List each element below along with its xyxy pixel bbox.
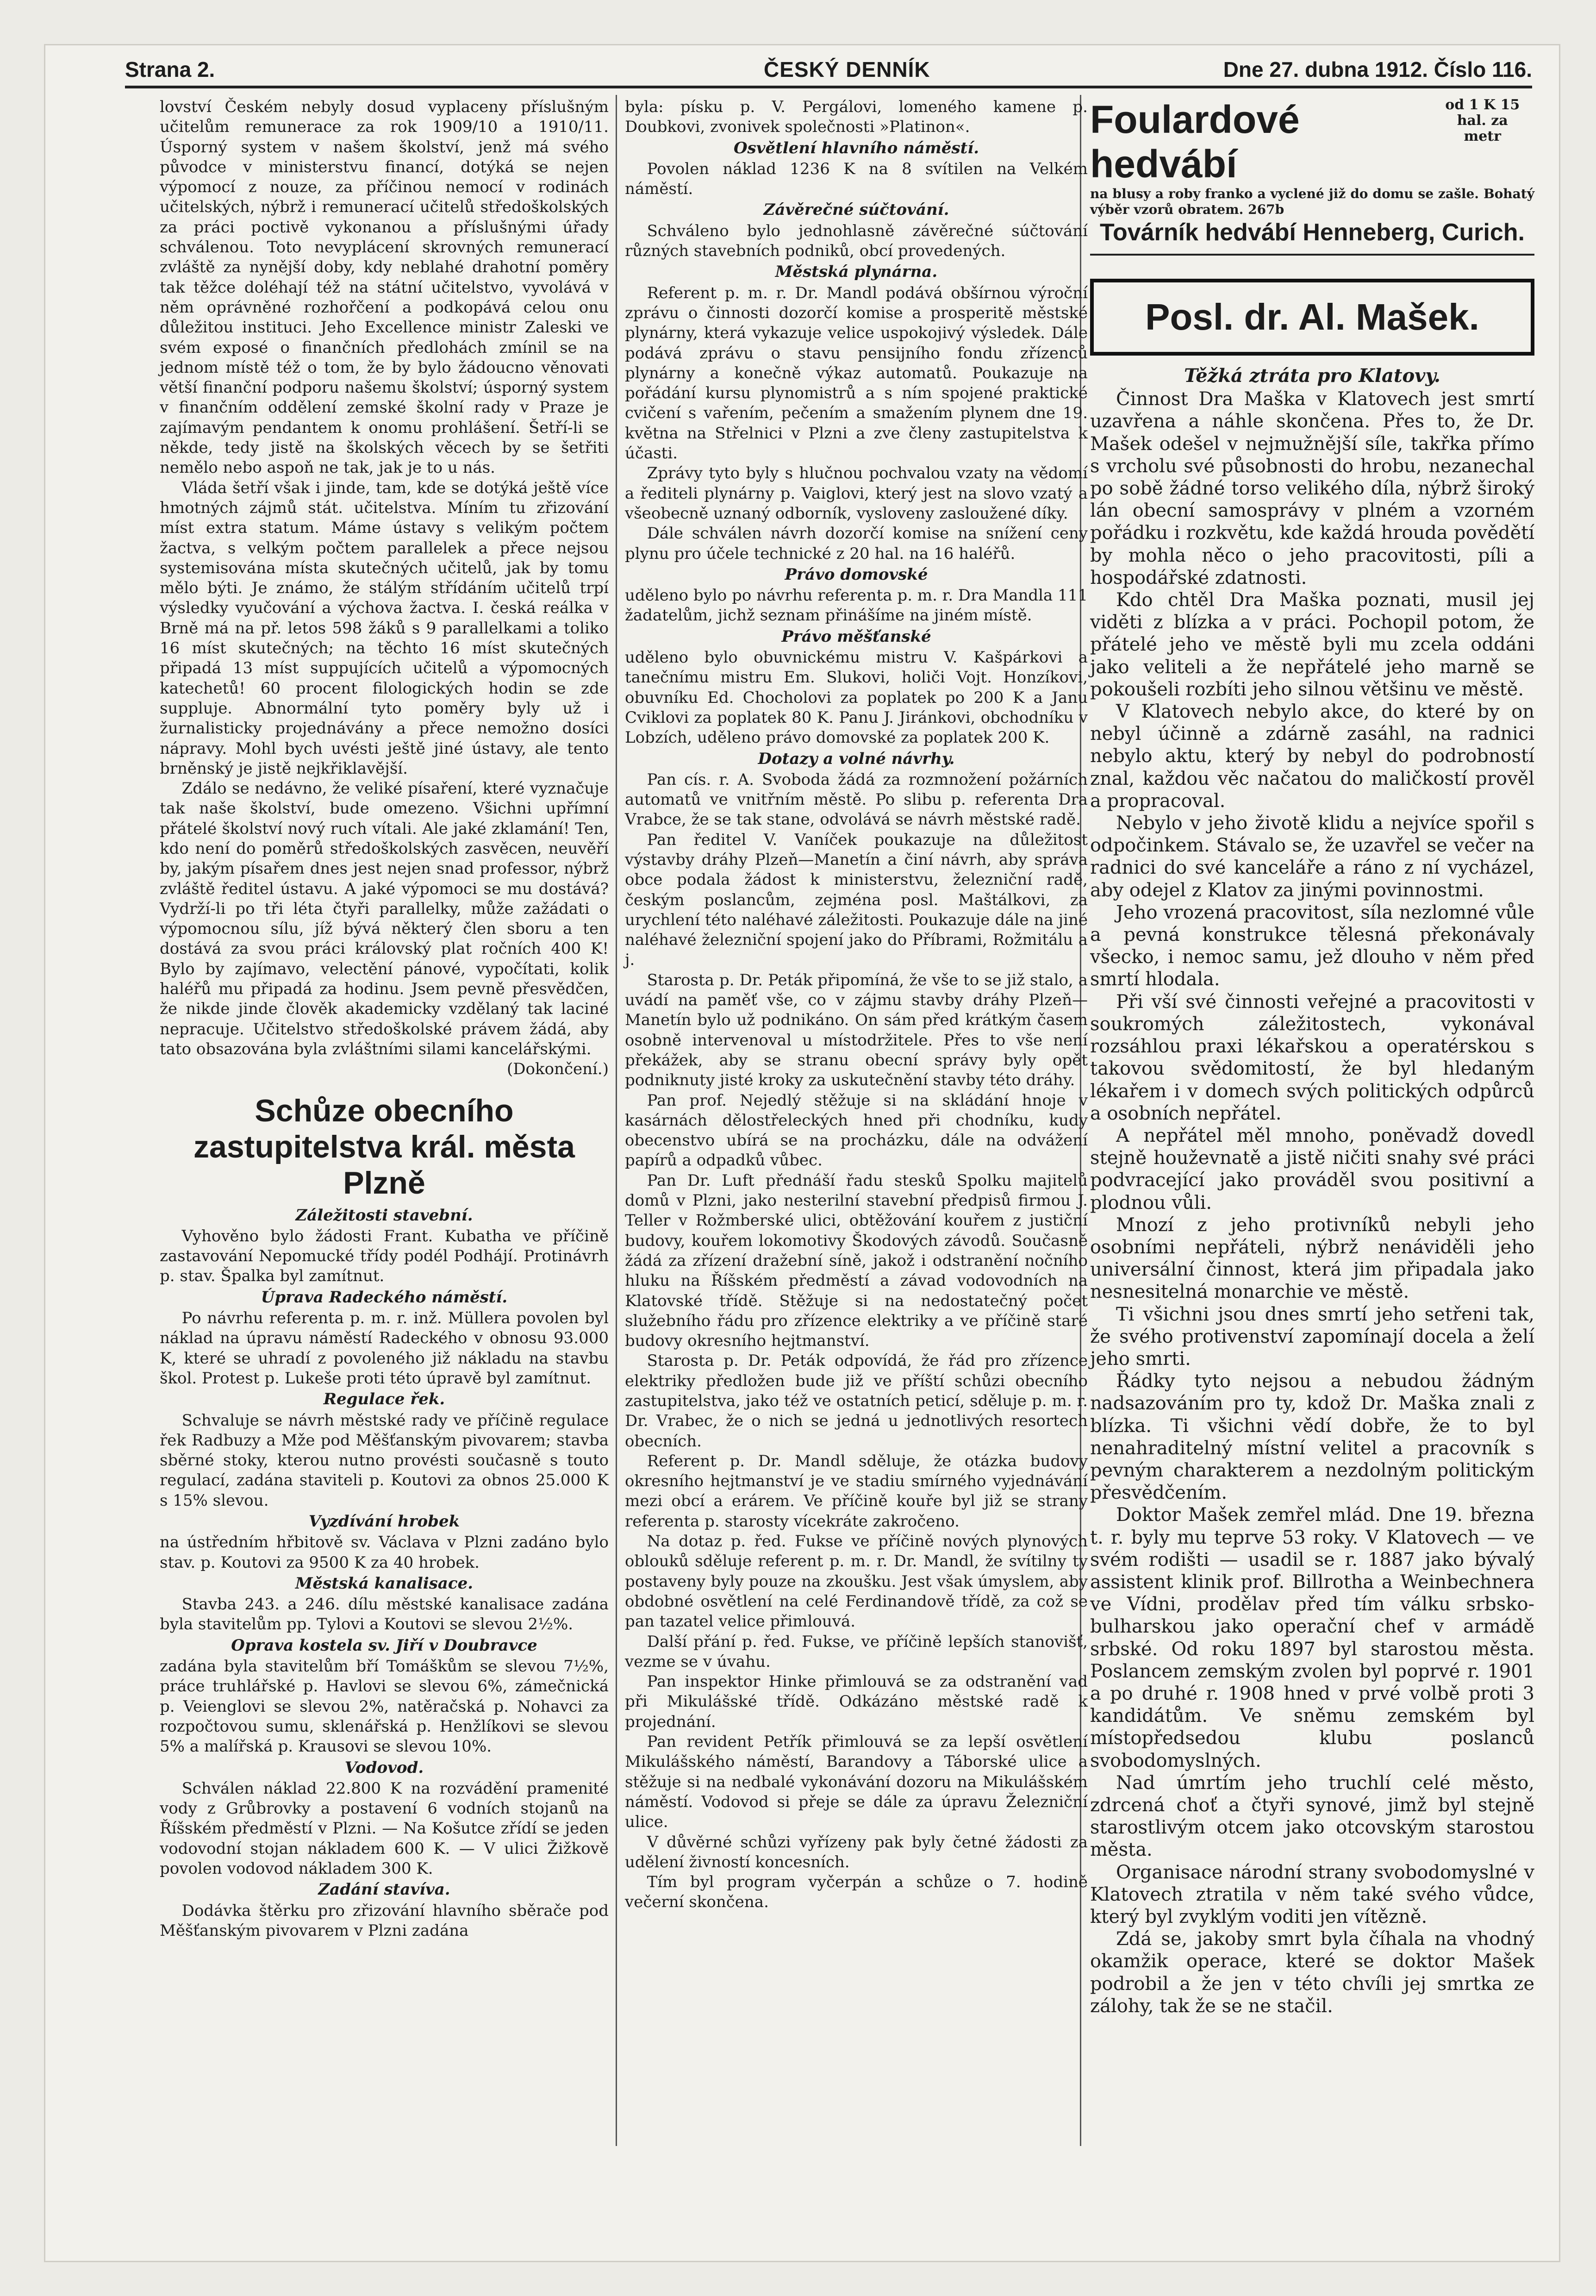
paragraph: Referent p. m. r. Dr. Mandl podává obšírnou výroční zprávu o činnosti dozorčí komise a prosperitě městské plynárny, která vykazuje velice uspokojivý výsledek. Dále podává zprávu o stavu pensijního fondu zřízenců plynárny a konečně výkaz automatů. Poukazuje na pořádání kursu plynomistrů a s ním spojené praktické cvičení s vařením, pečením a smažením plynem dne 19. května na Střelnici v Plzni a zve členy zastupitelstva k účasti. — [625, 283, 1088, 463]
column-3 — [1090, 97, 1534, 2017]
paragraph: Vyhověno bylo žádosti Frant. Kubatha ve příčině zastavování Nepomucké třídy podél Podhájí. Protinávrh p. stav. Špalka byl zamítnut. — [160, 1226, 609, 1286]
ad-firm: Továrník hedvábí Henneberg, Curich. — [1100, 219, 1525, 246]
paragraph: V důvěrné schůzi vyřízeny pak byly četné žádosti za udělení živností koncesních. — [625, 1833, 1088, 1871]
paragraph: Kdo chtěl Dra Maška poznati, musil jej viděti z blízka a v práci. Pochopil potom, že přátelé jeho ve městě byli mu zcela oddáni jako veliteli a že nepřátelé jeho marně se pokoušeli rozbíti jeho silnou většinu ve městě. — [1090, 589, 1534, 700]
section-heading: Právo měšťanské — [781, 627, 931, 646]
paragraph: Pan ředitel V. Vaníček poukazuje na důležitost výstavby dráhy Plzeň—Manetín a činí návrh, aby správa obce podala žádost k ministerstvu, železniční radě, českým poslancům, zejména posl. Maštálkovi, za urychlení této naléhavé záležitosti. Poukazuje dále na jiné naléhavé železniční spojení jako do Příbrami, Rožmitálu a j. — [625, 830, 1088, 970]
paragraph: Stavba 243. a 246. dílu městské kanalisace zadána byla stavitelům pp. Tylovi a Koutovi se slevou 2½%. — [160, 1595, 609, 1634]
paragraph: Schvaluje se návrh městské rady ve příčině regulace řek Radbuzy a Mže pod Měšťanským pivovarem; stavba sběrné stoky, kterou nutno provésti současně s touto regulací, zadána staviteli p. Koutovi za obnos 25.000 K s 15% slevou. — [160, 1411, 609, 1510]
section-heading: Úprava Radeckého náměstí. — [261, 1288, 508, 1307]
paragraph: Na dotaz p. řed. Fukse ve příčině nových plynových oblouků sděluje referent p. m. r. Dr. Mandl, že svítilny ty postaveny byly pouze na zkoušku. Jest však úmyslem, aby obdobné osvětlení na celé Ferdinandově třídě, za což se pan tazatel velice přimlouvá. — [625, 1532, 1088, 1631]
paragraph: Nebylo v jeho životě klidu a nejvíce spořil s odpočinkem. Stávalo se, že uzavřel se večer na radnici do své kanceláře a ráno z ní vycházel, aby odejel z Klatov za jinými povinnostmi. — [1090, 813, 1534, 901]
paragraph: Ti všichni jsou dnes smrtí jeho setřeni tak, že svého protivenství zapomínají docela a želí jeho smrti. — [1090, 1303, 1534, 1370]
paragraph: na ústředním hřbitově sv. Václava v Plzni zadáno bylo stav. p. Koutovi za 9500 K za 40 hrobek. — [160, 1533, 609, 1572]
paragraph: Dále schválen návrh dozorčí komise na snížení ceny plynu pro účele technické z 20 hal. na 16 haléřů. — [625, 524, 1088, 563]
paragraph: lovství Českém nebyly dosud vyplaceny příslušným učitelům remunerace za rok 1909/10 a 1910/11. Úsporný system v našem školství, jenž má svého původce v ministerstvu financí, dotýká se nejen výpomocí z nouze, za příčinou nemocí v rodinách učitelských, nýbrž i remunerací učitelů středoškolských za práci poctivě vykonanou a příslušnými úřady schválenou. Toto nevyplácení skrovných remunerací zvláště za nynější doby, kdy neblahé drahotní poměry tak těžce doléhají též na státní učitelstvo, vyvolává v něm oprávněné rozhořčení a podkopává celou onu důležitou instituci. Jeho Excellence ministr Zaleski ve svém exposé o finančních předlohách zmínil se na jednom místě též o tom, že by bylo žádoucno věnovati větší finanční podporu našemu školství; úsporný system v finančním oddělení zemské školní rady v Praze je zajímavým pendantem k onomu prohlášení. Šetří-li se někde, tedy jistě na školských věcech by se šetřiti nemělo nebo aspoň ne tak, jak je to u nás. — [160, 98, 609, 477]
paragraph: A nepřátel měl mnoho, poněvadž dovedl stejně houževnatě a jistě ničiti snahy své práci podvracející jako prováděl svou positivní a plodnou vůli. — [1090, 1125, 1534, 1214]
newspaper-title: ČESKÝ DENNÍK — [764, 57, 930, 81]
section-heading: Oprava kostela sv. Jiří v Doubravce — [231, 1636, 537, 1655]
paragraph: Pan inspektor Hinke přimlouvá se za odstranění vad při Mikulášské třídě. Odkázáno městské radě k projednání. — [625, 1672, 1088, 1731]
section-heading: Městská plynárna. — [775, 263, 938, 282]
ad-price: od 1 K 15 hal. za metr — [1445, 97, 1520, 144]
section-heading: Zadání stavíva. — [318, 1880, 450, 1899]
paragraph: Pan cís. r. A. Svoboda žádá za rozmnožení požárních automatů ve vnitřním městě. Po slibu p. referenta Dra Vrabce, že se tak stane, odvolává se návrh městské radě. — [625, 770, 1088, 829]
paragraph: Jeho vrozená pracovitost, síla nezlomné vůle a pevná konstrukce tělesná překonávaly všecko, i nemoc samu, jež dlouho v něm před smrtí hlodala. — [1090, 901, 1534, 990]
section-heading: Záležitosti stavební. — [295, 1206, 473, 1225]
paragraph: Zdá se, jakoby smrt byla číhala na vhodný okamžik operace, které se doktor Mašek podrobil a že jen v této chvíli jej smrtka ze zálohy, tak že se ne stačil. — [1090, 1928, 1534, 2017]
section-heading: Městská kanalisace. — [295, 1574, 474, 1593]
paragraph: uděleno bylo obuvnickému mistru V. Kašpárkovi a tanečnímu mistru Em. Slukovi, holiči Vojt. Honzíkovi, obuvníku Ed. Chocholovi za poplatek po 200 K a Janu Cviklovi za poplatek 80 K. Panu J. Jiránkovi, obchodníku v Lobzích, uděleno právo domovské za poplatek 200 K. — [625, 648, 1088, 747]
paragraph: Řádky tyto nejsou a nebudou žádným nadsazováním pro ty, kdož Dr. Maška znali z blízka. Ti všichni vědí dobře, že to byl nenahraditelný místní velitel a pracovník s pevným charakterem a nezdolným politickým přesvědčením. — [1090, 1370, 1534, 1504]
paragraph: Další přání p. řed. Fukse, ve příčině lepších stanovišť, vezme se v úvahu. — [625, 1632, 1088, 1671]
obituary-title-box — [1090, 279, 1534, 356]
paragraph: Doktor Mašek zemřel mlád. Dne 19. března t. r. byly mu teprve 53 roky. V Klatovech — ve svém rodišti — usadil se r. 1887 jako bývalý assistent klinik prof. Billrotha a Weinbechnera ve Vídni, prodělav před tím válku srbsko-bulharskou jako operační chef v armádě srbské. Od roku 1897 byl starostou města. Poslancem zemským zvolen byl poprvé r. 1901 a po druhé r. 1908 hned v prvé volbě proti 3 kandidátům. Ve sněmu zemském byl místopředsedou klubu poslanců svobodomyslných. — [1090, 1504, 1534, 1771]
paragraph: Starosta p. Dr. Peták odpovídá, že řád pro zřízence elektriky předložen bude již ve příští schůzi obecního zastupitelstva, jako též ve ostatních peticí, sděluje p. m. r. Dr. Vrabec, že o nich se jedná u jednotlivých resortech obecních. — [625, 1351, 1088, 1451]
section-heading: Vodovod. — [344, 1758, 424, 1777]
continued-note: (Dokončení.) — [507, 1060, 609, 1079]
paragraph: Po návrhu referenta p. m. r. inž. Müllera povolen byl náklad na úpravu náměstí Radeckého v obnosu 93.000 K, které se uhradí z povoleného již nákladu na stavbu škol. Protest p. Lukeše proti této úpravě byl zamítnut. — [160, 1309, 609, 1388]
column-2 — [625, 97, 1088, 1913]
paragraph: Činnost Dra Maška v Klatovech jest smrtí uzavřena a náhle skončena. Přes to, že Dr. Mašek odešel v nejmužnější síle, takřka přímo s vrcholu své působnosti do hrobu, nezanechal po sobě žádné torso velikého díla, nýbrž široký lán obecní samosprávy v plném a vzorném pořádku i rozkvětu, kde každá hrouda povědětí by mohla něco o jeho pracovitosti, píli a hospodářské zdatnosti. — [1090, 388, 1534, 588]
section-heading: Právo domovské — [785, 565, 928, 584]
paragraph: uděleno bylo po návrhu referenta p. m. r. Dra Mandla 111 žadatelům, jichž seznam přinášíme na jiném místě. — [625, 586, 1088, 625]
page-header — [125, 49, 1532, 88]
paragraph: V Klatovech nebylo akce, do které by on nebyl účinně a zdárně zasáhl, na radnici nebylo aktu, který by nebyl do podrobností znal, každou věc načatou do maličkostí prověl a propracoval. — [1090, 701, 1534, 812]
section-heading: Vyzdívání hrobek — [308, 1512, 460, 1531]
paragraph: Organisace národní strany svobodomyslné v Klatovech ztratila v něm také svého vůdce, který byl zvyklým voditi jen vítězně. — [1090, 1861, 1534, 1928]
paragraph: Pan Dr. Luft přednáší řadu stesků Spolku majitelů domů v Plzni, jako nesterilní stavební předpisů firmou J. Teller v Rožmberské ulici, obtěžování kouřem z justiční budovy, kouřem lokomotivy Škodových závodů. Současně žádá za zřízení dražební síně, jakož i odstranění nočního hluku na Říšském předměstí a závad vodovodních na Klatovské třídě. Stěžuje si na nedostatečný počet služebního řádu pro zřízence elektriky a ve příčině staré budovy okresního hejtmanství. — [625, 1171, 1088, 1351]
paragraph: Tím byl program vyčerpán a schůze o 7. hodině večerní skončena. — [625, 1873, 1088, 1912]
section-heading: Dotazy a volné návrhy. — [758, 749, 955, 768]
section-heading: Regulace řek. — [323, 1390, 445, 1409]
section-heading: Osvětlení hlavního náměstí. — [733, 138, 979, 157]
paragraph: Povolen náklad 1236 K na 8 svítilen na Velkém náměstí. — [625, 159, 1088, 199]
paragraph: Zprávy tyto byly s hlučnou pochvalou vzaty na vědomí a řediteli plynárny p. Vaiglovi, který jest na slovo vzatý a všeobecně uznaný odborník, vysloveny zasloužené díky. — [625, 464, 1088, 523]
paragraph: Nad úmrtím jeho truchlí celé město, zdrcená choť a čtyři synové, jimž byl stejně starostlivým otcem jako otcovským starostou města. — [1090, 1772, 1534, 1861]
paragraph: Zdálo se nedávno, že veliké písaření, které vyznačuje tak naše školství, bude omezeno. Všichni upřímní přátelé školství nový ruch vítali. Ale jaké zklamání! Ten, kdo není do poměrů středoškolských zasvěcen, neuvěří by, jakým písařem dnes jest nejen snad professor, nýbrž zvláště ředitel ústavu. A jaké výpomoci se mu dostává? Vydrží-li po tři léta čtyři parallelky, může zažádati o výpomocnou sílu, jíž bývá některý člen sboru a ten dostává za svou práci královský plat ročních 400 K! Bylo by zajímavo, velectění pánové, vypočítati, kolik haléřů mu připadá za hodinu. Jsem pevně přesvědčen, že nikde jinde člověk akademicky vzdělaný tak laciné nepracuje. Učitelstvo středoškolské právem žádá, aby tato obsazována byla zvláštními silami kancelářskými. — [160, 779, 609, 1058]
paragraph: Vláda šetří však i jinde, tam, kde se dotýká ještě více hmotných zájmů stát. učitelstva. Míním tu zřizování míst extra statum. Máme ústavy s velikým počtem žactva, s velkým počtem parallelek a přece nejsou systemisována místa skutečných učitelů, jak by tomu mělo býti. Je známo, že stálým střídáním učitelů trpí výsledky vyučování a výchova žactva. I. česká reálka v Brně má na př. letos 598 žáků s 9 parallelkami a toliko 16 míst skutečných; na těchto 16 míst skutečných připadá 13 míst suppujících učitelů a výpomocných katechetů! 60 procent filologických hodin se zde suppluje. Abnormální tyto poměry byly už i žurnalisticky projednávány a přece nemožno dosíci nápravy. Mohl bych uvésti ještě jiné ústavy, ale tento brněnský je jistě nejkřiklavější. — [160, 478, 609, 778]
paragraph: Při vší své činnosti veřejné a pracovitosti v soukromých záležitostech, vykonával rozsáhlou praxi lékařskou a operatérskou s takovou svědomitostí, že byl hledaným lékařem i v domech svých politických odpůrců a osobních nepřátel. — [1090, 991, 1534, 1124]
paragraph: Dodávka štěrku pro zřizování hlavního sběrače pod Měšťanským pivovarem v Plzni zadána — [160, 1901, 609, 1940]
column-1 — [160, 97, 609, 1941]
paragraph: byla: písku p. V. Pergálovi, lomeného kamene p. Doubkovi, zvonivek společnosti »Platinon«. — [625, 98, 1088, 137]
section-heading: Závěrečné súčtování. — [763, 200, 949, 219]
ad-text: na blusy a roby franko a vyclené již do domu se zašle. Bohatý výběr vzorů obratem. 267b — [1090, 186, 1534, 217]
article-heading: Schůze obecního zastupitelstva král. města Plzně — [193, 1093, 575, 1201]
paragraph: Schválen náklad 22.800 K na rozvádění pramenité vody z Grůbrovky a postavení 6 vodních stojanů na Říšském předměstí v Plzni. — Na Košutce zřídí se jeden vodovodní stojan nákladem 600 K. — V ulici Žižkově povolen vodovod nákladem 300 K. — [160, 1779, 609, 1878]
paragraph: Mnozí z jeho protivníků nebyli jeho osobními nepřáteli, nýbrž nenáviděli jeho universální činnost, která jim připadala jako nesnesitelná monarchie ve městě. — [1090, 1214, 1534, 1303]
column-rule — [616, 95, 617, 2146]
paragraph: Pan prof. Nejedlý stěžuje si na skládání hnoje v kasárnách dělostřeleckých hned při chodníku, kudy obecenstvo ubírá se na procházku, dále na odvážení papírů a odpadků vůbec. — [625, 1091, 1088, 1170]
paragraph: Referent p. Dr. Mandl sděluje, že otázka budovy okresního hejtmanství je ve stadiu smírného vyjednávání mezi obcí a erárem. Ve příčině kouře byl již se strany referenta p. starosty vícekráte zakročeno. — [625, 1451, 1088, 1531]
paragraph: Schváleno bylo jednohlasně závěrečné súčtování různých stavebních podniků, obcí provedených. — [625, 221, 1088, 261]
paragraph: zadána byla stavitelům bří Tomáškům se slevou 7½%, práce truhlářské p. Havlovi se slevou 6%, zámečnická p. Veienglovi se slevou 2%, natěračská p. Nohavci za rozpočtovou sumu, sklenářská p. Henžlíkovi se slevou 5% a malířská p. Krausovi se slevou 10%. — [160, 1657, 609, 1756]
advertisement — [1090, 97, 1534, 256]
paragraph: Starosta p. Dr. Peták připomíná, že vše to se již stalo, a uvádí na paměť vše, co v zájmu stavby dráhy Plzeň—Manetín bylo už podnikáno. On sám před krátkým časem osobně intervenoval u místodržitele. Přes to vše není překážek, aby se stranu obecní správy byly opět podniknuty jisté kroky za uskutečnění stavby této dráhy. — [625, 970, 1088, 1090]
page-number: Strana 2. — [125, 57, 215, 81]
ad-title: Foulardové hedvábí — [1090, 98, 1300, 186]
date-issue: Dne 27. dubna 1912. Číslo 116. — [1223, 57, 1532, 81]
section-heading: Těžká ztráta pro Klatovy. — [1184, 365, 1440, 387]
obituary-title: Posl. dr. Al. Mašek. — [1145, 296, 1479, 338]
paragraph: Pan revident Petřík přimlouvá se za lepší osvětlení Mikulášského náměstí, Barandovy a Táborské ulice a stěžuje si na nedbalé vykonávání dozoru na Mikulášském náměstí. Vodovod si přeje se dále za úpravu Železniční ulice. — [625, 1733, 1088, 1832]
